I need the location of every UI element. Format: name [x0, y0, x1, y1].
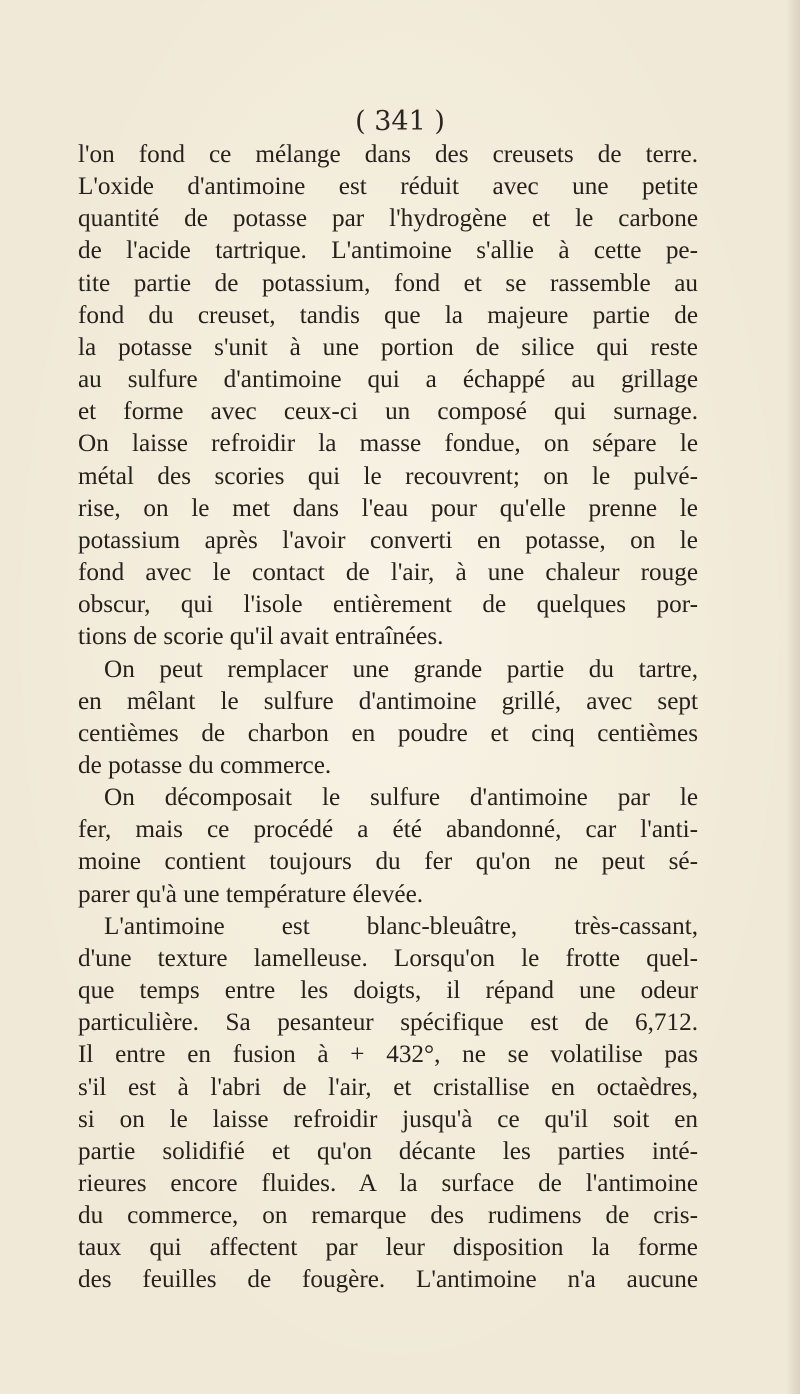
text-line: partie solidifié et qu'on décante les parties inté-: [78, 1137, 698, 1165]
text-line: potassium après l'avoir converti en potasse, on le: [78, 526, 698, 554]
text-line: particulière. Sa pesanteur spécifique est de 6,712.: [78, 1009, 698, 1037]
text-line: de potasse du commerce.: [78, 751, 332, 779]
text-line: de l'acide tartrique. L'antimoine s'allie à cette pe-: [78, 237, 698, 265]
text-line: des feuilles de fougère. L'antimoine n'a aucune: [78, 1266, 698, 1294]
text-line: On peut remplacer une grande partie du tartre,: [104, 655, 698, 683]
text-line: l'on fond ce mélange dans des creusets de terre.: [78, 141, 698, 168]
text-line: s'il est à l'abri de l'air, et cristallise en octaèdres,: [78, 1073, 698, 1101]
page-edge-shadow: [786, 0, 800, 1394]
text-line: fond avec le contact de l'air, à une chaleur rouge: [78, 559, 698, 587]
text-line: On laisse refroidir la masse fondue, on sépare le: [78, 430, 698, 458]
text-line: fer, mais ce procédé a été abandonné, car l'anti-: [78, 816, 698, 844]
text-line: fond du creuset, tandis que la majeure partie de: [78, 301, 698, 329]
text-line: On décomposait le sulfure d'antimoine par le: [104, 784, 698, 812]
text-line: obscur, qui l'isole entièrement de quelques por-: [78, 591, 698, 619]
text-line: la potasse s'unit à une portion de silice qui reste: [78, 333, 698, 361]
text-line: du commerce, on remarque des rudimens de cris-: [78, 1202, 698, 1230]
text-line: métal des scories qui le recouvrent; on le pulvé-: [78, 462, 698, 490]
text-line: Il entre en fusion à + 432°, ne se volatilise pas: [78, 1041, 698, 1069]
text-line: au sulfure d'antimoine qui a échappé au grillage: [78, 366, 698, 394]
text-line: quantité de potasse par l'hydrogène et le carbone: [78, 205, 698, 233]
text-line: que temps entre les doigts, il répand une odeur: [78, 977, 698, 1005]
text-line: L'oxide d'antimoine est réduit avec une petite: [78, 173, 698, 201]
text-line: L'antimoine est blanc-bleuâtre, très-cassant,: [104, 912, 698, 940]
text-line: et forme avec ceux-ci un composé qui surnage.: [78, 398, 698, 426]
text-line: si on le laisse refroidir jusqu'à ce qu'il soit en: [78, 1105, 698, 1133]
text-line: taux qui affectent par leur disposition la forme: [78, 1234, 698, 1262]
text-line: tions de scorie qu'il avait entraînées.: [78, 623, 444, 651]
text-line: rise, on le met dans l'eau pour qu'elle prenne le: [78, 494, 698, 522]
body-text: [78, 139, 698, 1297]
text-line: tite partie de potassium, fond et se rassemble au: [78, 269, 698, 297]
page-number: ( 341 ): [355, 106, 445, 137]
text-line: d'une texture lamelleuse. Lorsqu'on le frotte quel-: [78, 944, 698, 972]
text-line: centièmes de charbon en poudre et cinq centièmes: [78, 719, 698, 747]
text-line: moine contient toujours du fer qu'on ne peut sé-: [78, 848, 698, 876]
text-line: parer qu'à une température élevée.: [78, 880, 424, 908]
text-line: rieures encore fluides. A la surface de l'antimoine: [78, 1170, 698, 1197]
text-line: en mêlant le sulfure d'antimoine grillé, avec sept: [78, 687, 698, 715]
